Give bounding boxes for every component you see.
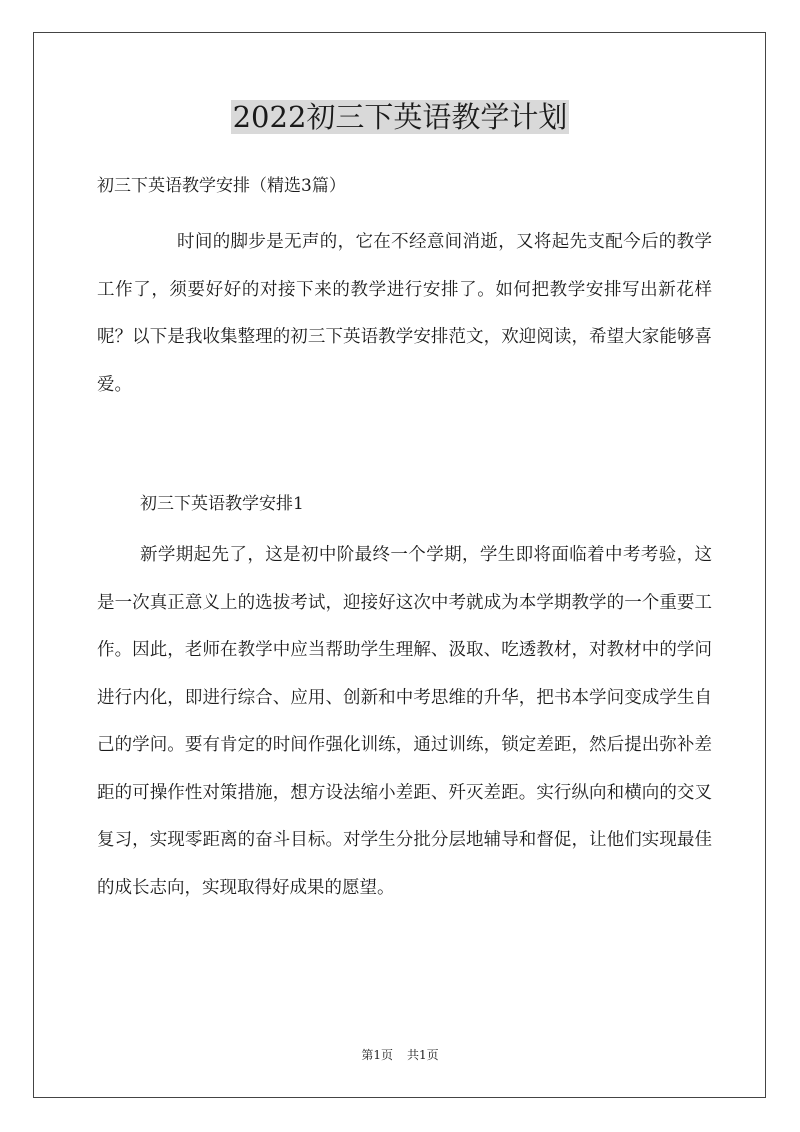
- intro-paragraph: 时间的脚步是无声的，它在不经意间消逝，又将起先支配今后的教学工作了，须要好好的对接下来的教学进行安排了。如何把教学安排写出新花样呢？以下是我收集整理的初三下英语教学安排范文，欢迎阅读，希望大家能够喜爱。: [97, 232, 712, 395]
- document-title-text: 2022初三下英语教学计划: [232, 100, 568, 134]
- page-footer: [0, 1047, 800, 1063]
- document-title: [0, 96, 800, 138]
- section-heading: 初三下英语教学安排1: [140, 494, 304, 514]
- page-number-current: 第1页: [361, 1048, 393, 1062]
- document-subtitle: 初三下英语教学安排（精选3篇）: [97, 176, 346, 196]
- section-paragraph: 新学期起先了，这是初中阶最终一个学期，学生即将面临着中考考验，这是一次真正意义上的选拔考试，迎接好这次中考就成为本学期教学的一个重要工作。因此，老师在教学中应当帮助学生理解、汲取、吃透教材，对教材中的学问进行内化，即进行综合、应用、创新和中考思维的升华，把书本学问变成学生自己的学问。要有肯定的时间作强化训练，通过训练，锁定差距，然后提出弥补差距的可操作性对策措施，想方设法缩小差距、歼灭差距。实行纵向和横向的交叉复习，实现零距离的奋斗目标。对学生分批分层地辅导和督促，让他们实现最佳的成长志向，实现取得好成果的愿望。: [97, 545, 712, 898]
- page-number-total: 共1页: [407, 1048, 439, 1062]
